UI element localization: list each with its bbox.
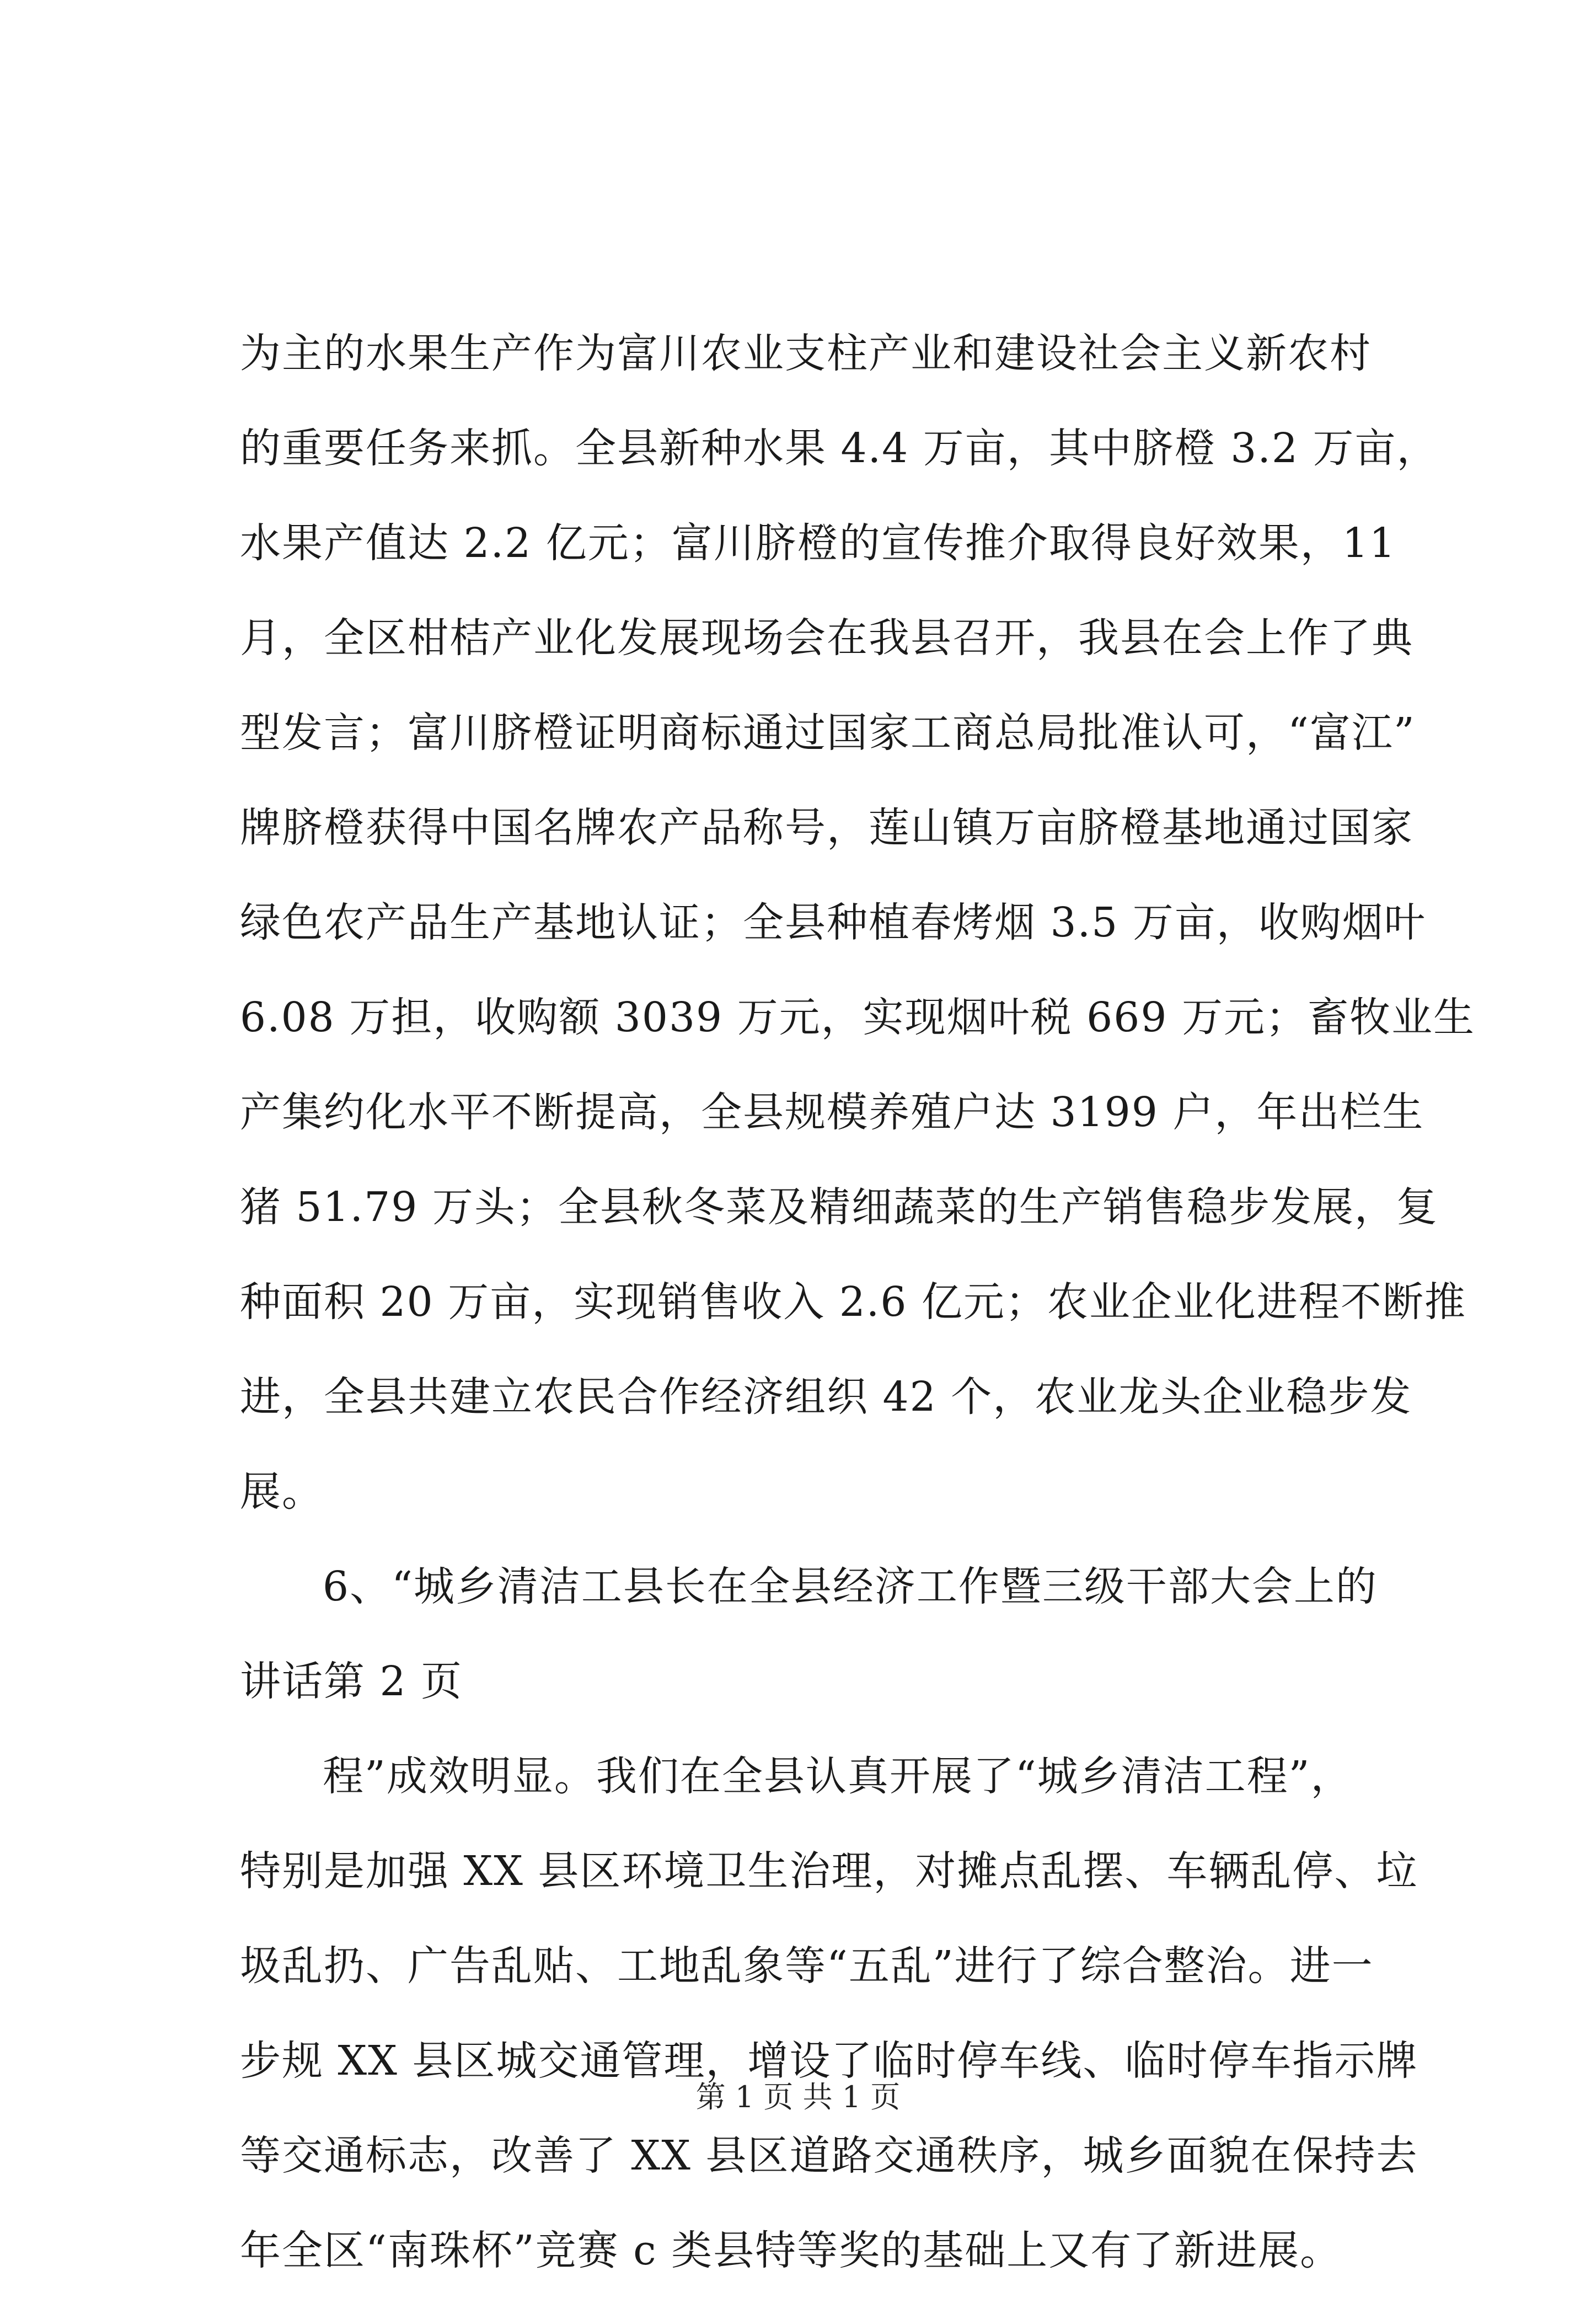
section-heading-line: 6、“城乡清洁工县长在全县经济工作暨三级干部大会上的 (323, 1563, 1378, 1610)
page-footer (0, 2078, 1596, 2117)
text-line: 绿色农产品生产基地认证；全县种植春烤烟 3.5 万亩，收购烟叶 (240, 899, 1426, 946)
text-line: 种面积 20 万亩，实现销售收入 2.6 亿元；农业企业化进程不断推 (240, 1278, 1466, 1326)
page-number-label: 第 1 页 共 1 页 (695, 2080, 901, 2114)
text-line: 月，全区柑桔产业化发展现场会在我县召开，我县在会上作了典 (240, 614, 1413, 662)
text-line: 进，全县共建立农民合作经济组织 42 个，农业龙头企业稳步发 (240, 1373, 1412, 1421)
text-line: 牌脐橙获得中国名牌农产品称号，莲山镇万亩脐橙基地通过国家 (240, 804, 1413, 851)
text-line: 猪 51.79 万头；全县秋冬菜及精细蔬菜的生产销售稳步发展，复 (240, 1183, 1438, 1231)
text-line: 步规 XX 县区城交通管理，增设了临时停车线、临时停车指示牌 (240, 2037, 1418, 2085)
text-line: 圾乱扔、广告乱贴、工地乱象等“五乱”进行了综合整治。进一 (240, 1942, 1374, 1990)
text-line: 6.08 万担，收购额 3039 万元，实现烟叶税 669 万元；畜牧业生 (240, 994, 1475, 1041)
text-line: 的重要任务来抓。全县新种水果 4.4 万亩，其中脐橙 3.2 万亩， (240, 425, 1439, 472)
text-line: 产集约化水平不断提高，全县规模养殖户达 3199 户，年出栏生 (240, 1089, 1424, 1136)
text-line: 型发言；富川脐橙证明商标通过国家工商总局批准认可，“富江” (240, 709, 1416, 757)
section-heading-line: 讲话第 2 页 (240, 1658, 463, 1705)
text-line: 展。 (240, 1468, 324, 1515)
document-body (240, 306, 1475, 2298)
text-line: 等交通标志，改善了 XX 县区道路交通秩序，城乡面貌在保持去 (240, 2132, 1418, 2179)
text-line: 程”成效明显。我们在全县认真开展了“城乡清洁工程”， (323, 1753, 1353, 1800)
text-line: 特别是加强 XX 县区环境卫生治理，对摊点乱摆、车辆乱停、垃 (240, 1847, 1418, 1895)
text-line: 为主的水果生产作为富川农业支柱产业和建设社会主义新农村 (240, 330, 1372, 377)
text-line: 水果产值达 2.2 亿元；富川脐橙的宣传推介取得良好效果，11 (240, 519, 1396, 567)
text-line: 年全区“南珠杯”竞赛 c 类县特等奖的基础上又有了新进展。 (240, 2227, 1342, 2274)
